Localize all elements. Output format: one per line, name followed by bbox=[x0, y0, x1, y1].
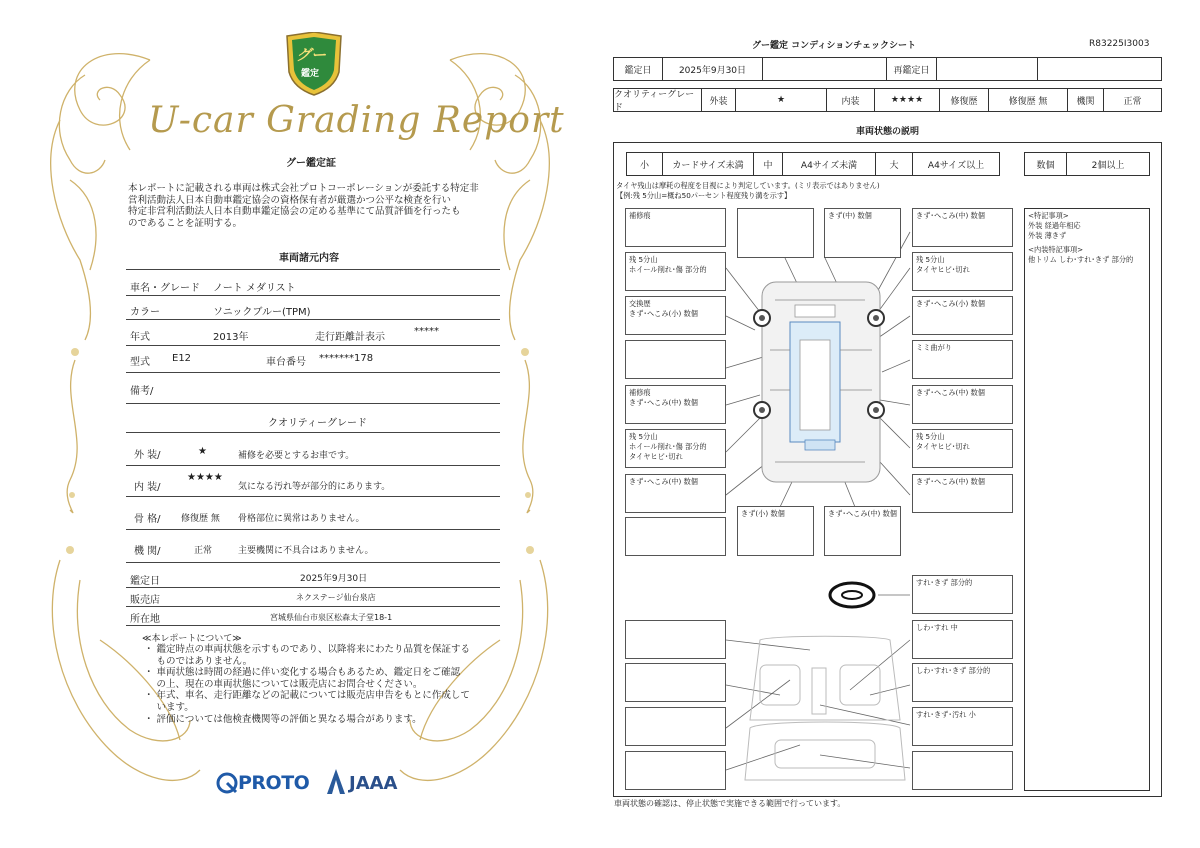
note-line: の上、現在の車両状態については販売店にお問合せください。 bbox=[144, 678, 423, 690]
doc-id: R83225I3003 bbox=[1089, 39, 1150, 49]
ext-label: 外 装/ bbox=[134, 450, 161, 461]
interior-box-right: しわ･すれ 中 bbox=[912, 620, 1013, 659]
count-value: 2個以上 bbox=[1066, 152, 1150, 176]
qg-label: クオリティーグレード bbox=[613, 88, 702, 112]
condition-box-right: 残 5分山 タイヤヒビ･切れ bbox=[912, 429, 1013, 468]
condition-box-bottom: きず(小) 数個 bbox=[737, 506, 814, 556]
odo-value: ***** bbox=[414, 326, 439, 337]
steering-wheel-icon bbox=[830, 583, 874, 607]
engine-desc: 主要機関に不具合はありません。 bbox=[238, 546, 374, 556]
jaaa-logo: JAAA bbox=[349, 773, 398, 794]
logo-text: グー bbox=[296, 46, 327, 64]
odo-label: 走行距離計表示 bbox=[315, 332, 385, 343]
remarks-label: 備考/ bbox=[130, 386, 154, 397]
size-cell: 大 bbox=[875, 152, 913, 176]
color-value: ソニックブルー(TPM) bbox=[213, 307, 311, 318]
year-label: 年式 bbox=[130, 332, 150, 343]
note-line: ・ 車両状態は時間の経過に伴い変化する場合もあるため、鑑定日をご確認 bbox=[144, 667, 461, 679]
date-value: 2025年9月30日 bbox=[300, 574, 368, 584]
intro-line: のであることを証明する。 bbox=[128, 217, 243, 229]
special-line: 外装 経過年相応 bbox=[1028, 221, 1081, 230]
condition-sheet bbox=[600, 0, 1200, 848]
interior-box-right: すれ･きず 部分的 bbox=[912, 575, 1013, 614]
report-title: U-car Grading Report bbox=[148, 100, 565, 141]
condition-box-left: 交換歴 きず･へこみ(小) 数個 bbox=[625, 296, 726, 335]
condition-box-left bbox=[625, 340, 726, 379]
interior-box-left bbox=[625, 707, 726, 746]
note-line: ・ 年式、車名、走行距離などの記載については販売店申告をもとに作成して bbox=[144, 690, 470, 702]
condition-box-left bbox=[625, 517, 726, 556]
int-label: 内装 bbox=[826, 88, 875, 112]
int-stars: ★★★★ bbox=[874, 88, 940, 112]
size-cell: A4サイズ未満 bbox=[782, 152, 876, 176]
model-label: 型式 bbox=[130, 357, 150, 368]
condition-box-right: きず･へこみ(中) 数個 bbox=[912, 385, 1013, 424]
section-title: 車両状態の説明 bbox=[613, 119, 1162, 143]
chassis-value: *******178 bbox=[319, 353, 374, 364]
int-special-line: 他トリム しわ･すれ･きず 部分的 bbox=[1028, 255, 1134, 264]
tire-note-example: 【例:残 5分山=概ね50パーセント程度残り溝を示す】 bbox=[616, 191, 792, 200]
ext-stars: ★ bbox=[735, 88, 827, 112]
shop-value: ネクステージ仙台泉店 bbox=[296, 593, 376, 602]
sheet-footer: 車両状態の確認は、停止状態で実施できる範囲で行っています。 bbox=[614, 799, 846, 808]
condition-box-top: きず(中) 数個 bbox=[824, 208, 901, 258]
int-stars: ★★★★ bbox=[187, 472, 223, 483]
jaaa-logo-icon bbox=[326, 768, 346, 796]
size-cell: 中 bbox=[753, 152, 783, 176]
logo-sub: 鑑定 bbox=[301, 69, 320, 79]
note-line: います。 bbox=[144, 701, 194, 713]
ext-stars: ★ bbox=[198, 446, 207, 457]
intro-line: 営利活動法人日本自動車鑑定協会の資格保有者が厳選かつ公平な検査を行い bbox=[128, 194, 452, 206]
interior-box-right: すれ･きず･汚れ 小 bbox=[912, 707, 1013, 746]
notes-list bbox=[144, 644, 470, 725]
tire-note: タイヤ残山は摩耗の程度を目視により判定しています。(ミリ表示ではありません) bbox=[616, 181, 880, 190]
condition-box-bottom: きず･へこみ(中) 数個 bbox=[824, 506, 901, 556]
intro-text bbox=[128, 183, 488, 229]
size-cell: A4サイズ以上 bbox=[912, 152, 1000, 176]
condition-box-right: きず･へこみ(中) 数個 bbox=[912, 208, 1013, 247]
interior-box-left bbox=[625, 663, 726, 702]
frame-label: 骨 格/ bbox=[134, 514, 161, 525]
chassis-label: 車台番号 bbox=[266, 357, 306, 368]
condition-box-left: 補修痕 bbox=[625, 208, 726, 247]
note-line: ものではありません。 bbox=[144, 655, 253, 667]
condition-box-left: 残 5分山 ホイール削れ･傷 部分的 bbox=[625, 252, 726, 291]
date-label: 鑑定日 bbox=[130, 576, 160, 587]
repair-value: 修復歴 無 bbox=[988, 88, 1068, 112]
engine-label: 機 関/ bbox=[134, 546, 161, 557]
engine-value: 正常 bbox=[1103, 88, 1162, 112]
ext-desc: 補修を必要とするお車です。 bbox=[238, 451, 355, 461]
note-line: ・ 鑑定時点の車両状態を示すものであり、以降将来にわたり品質を保証する bbox=[144, 644, 471, 655]
intro-line: 本レポートに記載される車両は株式会社プロトコーポレーションが委託する特定非 bbox=[128, 183, 479, 194]
date-value: 2025年9月30日 bbox=[662, 57, 763, 81]
ext-label: 外装 bbox=[701, 88, 736, 112]
size-cell: カードサイズ未満 bbox=[662, 152, 754, 176]
sheet-title: グー鑑定 コンディションチェックシート bbox=[752, 41, 916, 51]
name-value: ノート メダリスト bbox=[213, 283, 296, 294]
addr-value: 宮城県仙台市泉区松森太子堂18-1 bbox=[270, 613, 393, 622]
condition-box-right: きず･へこみ(中) 数個 bbox=[912, 474, 1013, 513]
repair-label: 修復歴 bbox=[939, 88, 989, 112]
interior-box-right bbox=[912, 751, 1013, 790]
notes-title: ≪本レポートについて≫ bbox=[142, 634, 242, 644]
condition-box-top bbox=[737, 208, 814, 258]
size-cell: 小 bbox=[626, 152, 663, 176]
condition-box-right: きず･へこみ(小) 数個 bbox=[912, 296, 1013, 335]
year-value: 2013年 bbox=[213, 332, 249, 343]
interior-box-left bbox=[625, 751, 726, 790]
addr-label: 所在地 bbox=[130, 614, 160, 625]
int-special-title: <内装特記事項> bbox=[1028, 245, 1084, 254]
frame-value: 修復歴 無 bbox=[181, 514, 220, 524]
condition-box-right: 残 5分山 タイヤヒビ･切れ bbox=[912, 252, 1013, 291]
count-label: 数個 bbox=[1024, 152, 1067, 176]
condition-box-left: きず･へこみ(中) 数個 bbox=[625, 474, 726, 513]
interior-box-right: しわ･すれ･きず 部分的 bbox=[912, 663, 1013, 702]
interior-box-left bbox=[625, 620, 726, 659]
engine-label: 機関 bbox=[1067, 88, 1104, 112]
int-desc: 気になる汚れ等が部分的にあります。 bbox=[238, 482, 391, 492]
cert-title: グー鑑定証 bbox=[286, 158, 336, 169]
special-line: 外装 薄きず bbox=[1028, 231, 1067, 240]
spec-title: 車両諸元内容 bbox=[279, 253, 339, 264]
condition-box-left: 補修痕 きず･へこみ(中) 数個 bbox=[625, 385, 726, 424]
note-line: ・ 評価については他検査機関等の評価と異なる場合があります。 bbox=[144, 713, 422, 725]
quality-title: クオリティーグレード bbox=[268, 418, 367, 429]
condition-box-right: ミミ曲がり bbox=[912, 340, 1013, 379]
int-label: 内 装/ bbox=[134, 482, 161, 493]
proto-logo: PROTO bbox=[238, 772, 310, 794]
shop-label: 販売店 bbox=[130, 595, 160, 606]
color-label: カラー bbox=[130, 307, 160, 318]
special-title: <特記事項> bbox=[1028, 211, 1069, 220]
model-value: E12 bbox=[172, 353, 192, 364]
condition-box-left: 残 5分山 ホイール削れ･傷 部分的 タイヤヒビ･切れ bbox=[625, 429, 726, 468]
intro-line: 特定非営利活動法人日本自動車鑑定協会の定める基準にて品質評価を行ったも bbox=[128, 206, 461, 217]
date-label: 鑑定日 bbox=[613, 57, 663, 81]
redate-label: 再鑑定日 bbox=[886, 57, 937, 81]
proto-logo-icon bbox=[216, 772, 238, 794]
frame-desc: 骨格部位に異常はありません。 bbox=[238, 514, 365, 524]
name-label: 車名・グレード bbox=[130, 283, 200, 294]
engine-value: 正常 bbox=[194, 546, 213, 556]
